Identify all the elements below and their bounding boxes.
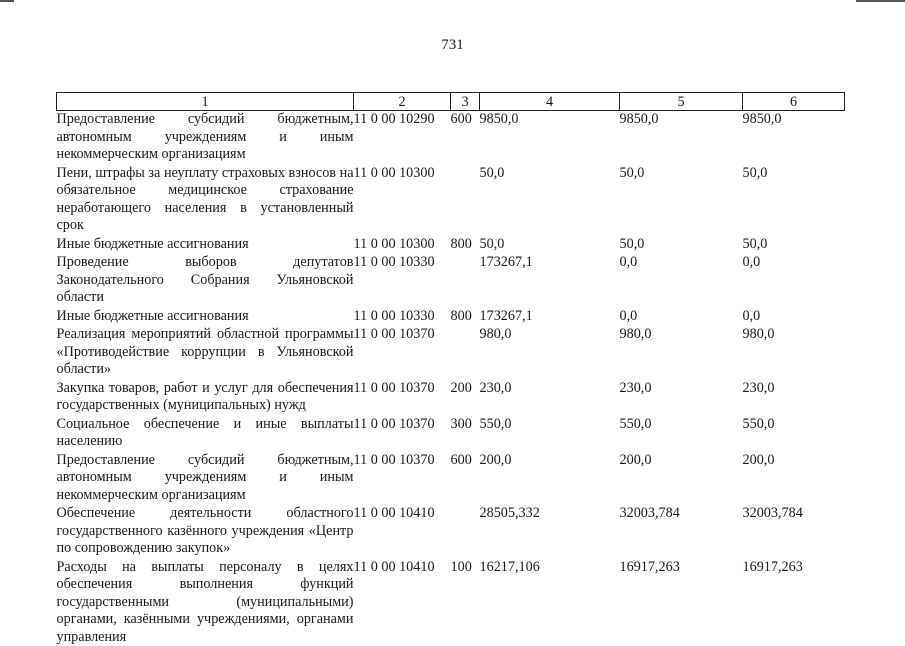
row-expense-type: 800 <box>451 308 480 327</box>
table-body <box>57 111 845 646</box>
header-col-5: 5 <box>620 93 743 111</box>
budget-table <box>56 92 845 646</box>
row-value-4: 173267,1 <box>480 254 620 308</box>
row-expense-type <box>451 165 480 236</box>
scan-mark-top-right <box>856 0 905 2</box>
table-row <box>57 416 845 452</box>
row-code: 11 0 00 10370 <box>354 380 451 416</box>
row-expense-type: 800 <box>451 236 480 255</box>
row-value-4: 16217,106 <box>480 559 620 646</box>
row-expense-type: 300 <box>451 416 480 452</box>
row-name: Иные бюджетные ассигнования <box>57 308 354 327</box>
row-code: 11 0 00 10370 <box>354 416 451 452</box>
row-value-5: 50,0 <box>620 236 743 255</box>
row-value-6: 50,0 <box>743 165 845 236</box>
table-row <box>57 254 845 308</box>
row-value-6: 9850,0 <box>743 111 845 165</box>
row-value-4: 9850,0 <box>480 111 620 165</box>
table-row <box>57 165 845 236</box>
row-expense-type <box>451 254 480 308</box>
table-row <box>57 559 845 646</box>
table-row <box>57 452 845 506</box>
row-code: 11 0 00 10300 <box>354 165 451 236</box>
row-value-6: 0,0 <box>743 308 845 327</box>
table-row <box>57 326 845 380</box>
row-expense-type: 600 <box>451 111 480 165</box>
row-value-4: 200,0 <box>480 452 620 506</box>
header-col-1: 1 <box>57 93 354 111</box>
row-name: Обеспечение деятельности областного государственного казённого учреждения «Центр по сопровождению закупок» <box>57 505 354 559</box>
row-code: 11 0 00 10370 <box>354 326 451 380</box>
row-value-6: 16917,263 <box>743 559 845 646</box>
table-row <box>57 111 845 165</box>
header-col-2: 2 <box>354 93 451 111</box>
row-value-5: 32003,784 <box>620 505 743 559</box>
row-code: 11 0 00 10330 <box>354 308 451 327</box>
row-value-5: 50,0 <box>620 165 743 236</box>
row-value-4: 230,0 <box>480 380 620 416</box>
header-col-4: 4 <box>480 93 620 111</box>
row-value-4: 50,0 <box>480 236 620 255</box>
row-value-5: 230,0 <box>620 380 743 416</box>
row-value-6: 980,0 <box>743 326 845 380</box>
table-row <box>57 308 845 327</box>
row-value-5: 9850,0 <box>620 111 743 165</box>
row-name: Предоставление субсидий бюджетным, автономным учреждениям и иным некоммерческим организациям <box>57 111 354 165</box>
row-expense-type <box>451 326 480 380</box>
row-value-5: 980,0 <box>620 326 743 380</box>
row-code: 11 0 00 10410 <box>354 559 451 646</box>
row-value-6: 230,0 <box>743 380 845 416</box>
row-name: Реализация мероприятий областной программы «Противодействие коррупции в Ульяновской области» <box>57 326 354 380</box>
row-value-5: 0,0 <box>620 254 743 308</box>
row-value-6: 32003,784 <box>743 505 845 559</box>
row-value-6: 200,0 <box>743 452 845 506</box>
table-row <box>57 380 845 416</box>
row-name: Расходы на выплаты персоналу в целях обеспечения выполнения функций государственными (муниципальными) органами, казёнными учреждениями, органами управления <box>57 559 354 646</box>
row-name: Иные бюджетные ассигнования <box>57 236 354 255</box>
row-value-4: 173267,1 <box>480 308 620 327</box>
row-code: 11 0 00 10370 <box>354 452 451 506</box>
row-value-5: 0,0 <box>620 308 743 327</box>
row-expense-type <box>451 505 480 559</box>
row-name: Закупка товаров, работ и услуг для обеспечения государственных (муниципальных) нужд <box>57 380 354 416</box>
row-expense-type: 600 <box>451 452 480 506</box>
row-value-4: 50,0 <box>480 165 620 236</box>
row-code: 11 0 00 10300 <box>354 236 451 255</box>
row-value-6: 50,0 <box>743 236 845 255</box>
row-expense-type: 100 <box>451 559 480 646</box>
row-name: Пени, штрафы за неуплату страховых взносов на обязательное медицинское страхование неработающего населения в установленный срок <box>57 165 354 236</box>
row-code: 11 0 00 10290 <box>354 111 451 165</box>
row-value-5: 550,0 <box>620 416 743 452</box>
row-name: Предоставление субсидий бюджетным, автономным учреждениям и иным некоммерческим организациям <box>57 452 354 506</box>
row-value-4: 28505,332 <box>480 505 620 559</box>
page-number: 731 <box>0 37 905 54</box>
header-col-3: 3 <box>451 93 480 111</box>
header-col-6: 6 <box>743 93 845 111</box>
row-value-5: 200,0 <box>620 452 743 506</box>
row-value-4: 550,0 <box>480 416 620 452</box>
row-value-6: 0,0 <box>743 254 845 308</box>
row-value-6: 550,0 <box>743 416 845 452</box>
table-row <box>57 505 845 559</box>
row-value-5: 16917,263 <box>620 559 743 646</box>
scan-mark-top-left <box>0 0 14 2</box>
row-expense-type: 200 <box>451 380 480 416</box>
row-name: Социальное обеспечение и иные выплаты населению <box>57 416 354 452</box>
row-value-4: 980,0 <box>480 326 620 380</box>
table-row <box>57 236 845 255</box>
table-header <box>57 93 845 111</box>
row-code: 11 0 00 10330 <box>354 254 451 308</box>
row-code: 11 0 00 10410 <box>354 505 451 559</box>
row-name: Проведение выборов депутатов Законодательного Собрания Ульяновской области <box>57 254 354 308</box>
